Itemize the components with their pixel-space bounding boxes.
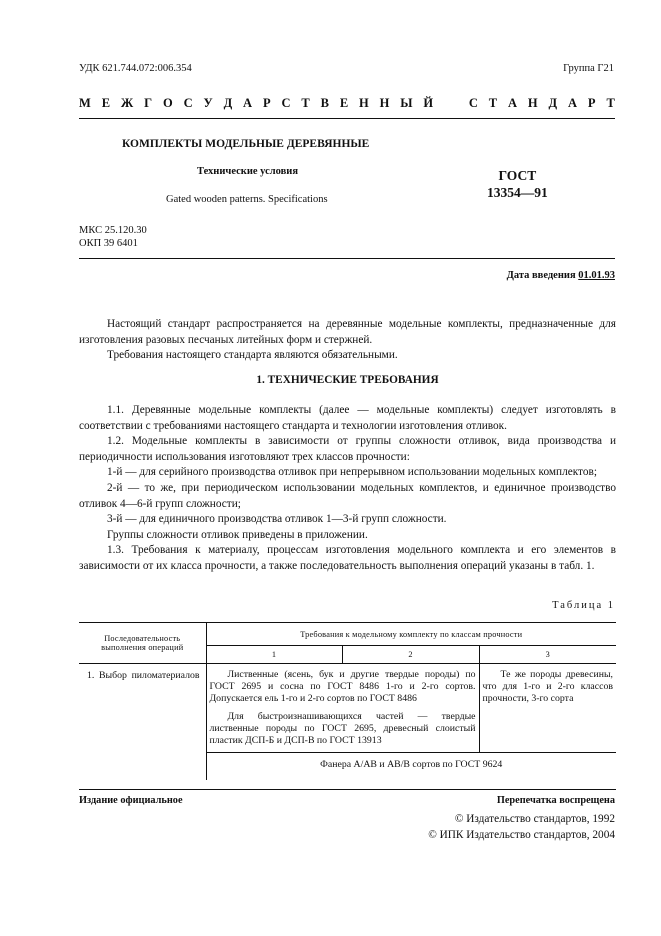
all-classes-text: Фанера А/АВ и АВ/В сортов по ГОСТ 9624 xyxy=(320,759,503,771)
group-code: Группа Г21 xyxy=(563,63,614,74)
strength-class-1: 1-й — для серийного производства отливок при непрерывном использовании модельных комплектов; xyxy=(107,466,597,479)
official-edition: Издание официальное xyxy=(79,795,183,806)
codes-rule xyxy=(79,258,615,259)
classes-1-2-text-b: Для быстроизнашивающихся частей — твердые лиственные породы по ГОСТ 2695, древесный слоистый пластик ДСП-Б и ДСП-В по ГОСТ 13913 xyxy=(209,710,476,747)
classes-1-2-cell xyxy=(206,664,479,753)
reprint-prohibited: Перепечатка воспрещена xyxy=(496,795,615,806)
intro-paragraph-2: Требования настоящего стандарта являются обязательными. xyxy=(107,349,398,362)
document-subtitle: Технические условия xyxy=(197,166,299,177)
intro-date-label: Дата введения xyxy=(506,270,576,281)
groups-note: Группы сложности отливок приведены в приложении. xyxy=(107,528,368,541)
class-2-header: 2 xyxy=(342,646,479,664)
udk-code: УДК 621.744.072:006.354 xyxy=(79,63,192,74)
clause-1-2: 1.2. Модельные комплекты в зависимости от группы сложности отливок, вида производства и периодичности использования изготовляют трех классов прочности: xyxy=(79,435,616,463)
class-3-header: 3 xyxy=(479,646,616,664)
intro-date xyxy=(507,270,615,281)
mks-code: МКС 25.120.30 xyxy=(79,225,147,236)
footer-rule xyxy=(79,789,616,790)
interstate-standard-banner: М Е Ж Г О С У Д А Р С Т В Е Н Н Ы Й С Т А Н Д А Р Т xyxy=(79,96,615,110)
header-rule xyxy=(79,118,615,119)
english-title: Gated wooden patterns. Specifications xyxy=(166,194,328,205)
classes-1-2-text-a: Лиственные (ясень, бук и другие твердые породы) по ГОСТ 2695 и сосна по ГОСТ 8486 1-го и 2-го сортов. Допускается ель 1-го и 2-го сортов по ГОСТ 8486 xyxy=(209,669,476,705)
table-header-row xyxy=(79,623,616,646)
section-body xyxy=(79,403,616,575)
operation-cell xyxy=(79,664,206,781)
document-title: КОМПЛЕКТЫ МОДЕЛЬНЫЕ ДЕРЕВЯННЫЕ xyxy=(122,138,370,150)
section-heading: 1. ТЕХНИЧЕСКИЕ ТРЕБОВАНИЯ xyxy=(256,374,439,386)
intro-date-value: 01.01.93 xyxy=(578,270,615,281)
table-row xyxy=(79,664,616,753)
class-3-text: Те же породы древесины, что для 1-го и 2-го классов прочности, 3-го сорта xyxy=(482,669,613,705)
gost-label: ГОСТ xyxy=(498,168,537,183)
clause-1-1: 1.1. Деревянные модельные комплекты (далее — модельные комплекты) следует изготовлять в соответствии с требованиями настоящего стандарта и технологии изготовления отливок. xyxy=(79,404,616,432)
strength-class-3: 3-й — для единичного производства отливок 1—3-й групп сложности. xyxy=(107,513,447,526)
strength-class-2: 2-й — то же, при периодическом использовании модельных комплектов, и единичное производство отливок 4—6-й групп сложности; xyxy=(79,481,616,510)
gost-number: 13354—91 xyxy=(487,185,548,200)
all-classes-cell xyxy=(206,753,616,781)
okp-code: ОКП 39 6401 xyxy=(79,238,138,249)
classification-codes xyxy=(79,224,147,250)
copyright-2: © ИПК Издательство стандартов, 2004 xyxy=(428,829,615,841)
class-3-cell xyxy=(479,664,616,753)
copyright-1: © Издательство стандартов, 1992 xyxy=(454,813,615,825)
operation-name: 1. Выбор пиломатериалов xyxy=(87,670,200,681)
requirements-column-header: Требования к модельному комплекту по классам прочности xyxy=(206,623,616,646)
intro-text xyxy=(79,317,616,364)
clause-1-3: 1.3. Требования к материалу, процессам изготовления модельного комплекта и его элементов в зависимости от их класса прочности, а также последовательность выполнения операций указаны в табл. 1. xyxy=(79,544,616,572)
table-caption: Таблица 1 xyxy=(552,600,615,611)
intro-paragraph-1: Настоящий стандарт распространяется на деревянные модельные комплекты, предназначенные для изготовления разовых песчаных литейных форм и стержней. xyxy=(79,318,616,346)
ops-column-header: Последовательность выполнения операций xyxy=(79,623,206,664)
gost-designation xyxy=(487,167,548,201)
class-1-header: 1 xyxy=(206,646,342,664)
requirements-table xyxy=(79,622,616,780)
